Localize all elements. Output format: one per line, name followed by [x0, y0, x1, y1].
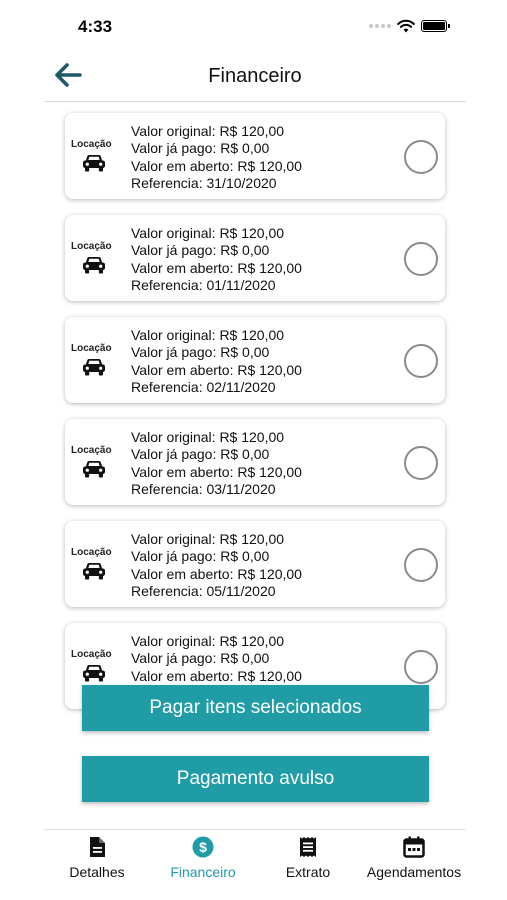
status-time: 4:33	[78, 17, 113, 36]
financial-item-card[interactable]	[65, 215, 445, 301]
original-value: Valor original: R$ 120,00	[131, 633, 285, 649]
original-value: Valor original: R$ 120,00	[131, 429, 285, 445]
item-type-label: Locação	[71, 445, 112, 456]
reference-date: Referencia: 02/11/2020	[131, 378, 276, 395]
select-radio[interactable]	[404, 446, 438, 480]
select-radio[interactable]	[404, 548, 438, 582]
open-value: Valor em aberto: R$ 120,00	[131, 565, 302, 582]
item-type-label: Locação	[71, 241, 112, 252]
battery-icon	[421, 20, 447, 32]
original-value: Valor original: R$ 120,00	[131, 123, 285, 139]
tab-label: Detalhes	[69, 864, 125, 880]
financial-item-card[interactable]	[65, 317, 445, 403]
reference-date: Referencia: 01/11/2020	[131, 276, 276, 293]
reference-date: Referencia: 31/10/2020	[131, 174, 277, 191]
item-details	[131, 225, 302, 294]
select-radio[interactable]	[404, 650, 438, 684]
paid-value: Valor já pago: R$ 0,00	[131, 140, 270, 157]
tab-extrato[interactable]	[276, 830, 340, 890]
item-type-label: Locação	[71, 649, 112, 660]
tab-financeiro[interactable]	[162, 830, 244, 890]
open-value: Valor em aberto: R$ 120,00	[131, 667, 302, 684]
car-icon	[82, 256, 106, 274]
calendar-icon	[403, 836, 425, 858]
svg-text:$: $	[199, 839, 207, 855]
original-value: Valor original: R$ 120,00	[131, 225, 285, 241]
open-value: Valor em aberto: R$ 120,00	[131, 463, 302, 480]
tab-agendamentos[interactable]	[362, 830, 466, 890]
original-value: Valor original: R$ 120,00	[131, 327, 285, 343]
financial-item-card[interactable]	[65, 419, 445, 505]
original-value: Valor original: R$ 120,00	[131, 531, 285, 547]
car-icon	[82, 358, 106, 376]
item-type-label: Locação	[71, 139, 112, 150]
item-details	[131, 633, 302, 685]
paid-value: Valor já pago: R$ 0,00	[131, 650, 270, 667]
car-icon	[82, 154, 106, 172]
item-type-label: Locação	[71, 547, 112, 558]
open-value: Valor em aberto: R$ 120,00	[131, 259, 302, 276]
open-value: Valor em aberto: R$ 120,00	[131, 157, 302, 174]
item-type-label: Locação	[71, 343, 112, 354]
page-title: Financeiro	[208, 65, 302, 87]
tab-label: Extrato	[285, 864, 331, 880]
dollar-circle-icon	[192, 836, 214, 858]
paid-value: Valor já pago: R$ 0,00	[131, 548, 270, 565]
receipt-icon	[297, 836, 319, 858]
financial-item-card[interactable]	[65, 113, 445, 199]
paid-value: Valor já pago: R$ 0,00	[131, 446, 270, 463]
item-details	[131, 327, 302, 396]
financial-items-list[interactable]	[44, 104, 466, 684]
financial-item-card[interactable]	[65, 521, 445, 607]
wifi-icon	[397, 19, 415, 33]
paid-value: Valor já pago: R$ 0,00	[131, 344, 270, 361]
item-details	[131, 429, 302, 498]
open-value: Valor em aberto: R$ 120,00	[131, 361, 302, 378]
item-details	[131, 531, 302, 600]
car-icon	[82, 460, 106, 478]
select-radio[interactable]	[404, 140, 438, 174]
single-payment-button[interactable]: Pagamento avulso	[82, 756, 429, 802]
tab-label: Financeiro	[170, 864, 236, 880]
reference-date: Referencia: 05/11/2020	[131, 582, 276, 599]
paid-value: Valor já pago: R$ 0,00	[131, 242, 270, 259]
item-details	[131, 123, 302, 192]
car-icon	[82, 562, 106, 580]
select-radio[interactable]	[404, 344, 438, 378]
reference-date: Referencia: 03/11/2020	[131, 480, 276, 497]
status-bar	[0, 0, 507, 50]
signal-icon	[369, 24, 391, 28]
tab-label: Agendamentos	[366, 864, 462, 880]
select-radio[interactable]	[404, 242, 438, 276]
tab-detalhes[interactable]	[58, 830, 136, 890]
pay-selected-button[interactable]: Pagar itens selecionados	[82, 685, 429, 731]
status-icons	[369, 19, 447, 33]
document-icon	[86, 836, 108, 858]
bottom-tab-bar	[44, 829, 466, 900]
car-icon	[82, 664, 106, 682]
header	[44, 54, 466, 102]
